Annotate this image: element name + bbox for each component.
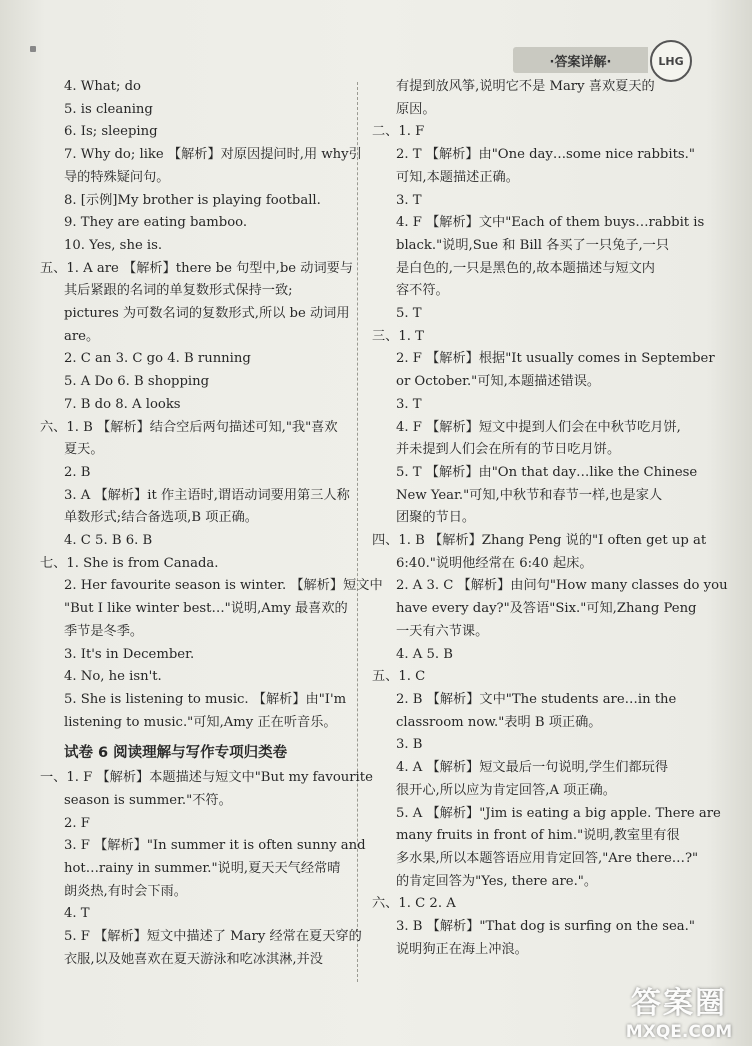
answer-line: 一、1. F 【解析】本题描述与短文中"But my favourite xyxy=(40,770,373,786)
answer-line: 3. T xyxy=(396,396,422,412)
answer-line: season is summer."不符。 xyxy=(64,792,232,808)
answer-line: 很开心,所以应为肯定回答,A 项正确。 xyxy=(396,782,616,798)
answer-line: 4. No, he isn't. xyxy=(64,669,162,685)
answer-line: 夏天。 xyxy=(64,442,104,458)
answer-line: 2. F xyxy=(64,815,90,831)
left-answers-block xyxy=(40,76,383,734)
answer-line: 三、1. T xyxy=(372,328,424,344)
answer-line: 六、1. C 2. A xyxy=(372,896,456,912)
answer-line: 4. What; do xyxy=(64,79,142,94)
answer-line: 3. T xyxy=(396,192,422,208)
watermark-logo-text: 答案圈 xyxy=(631,986,727,1021)
answer-line: 五、1. A are 【解析】there be 句型中,be 动词要与 xyxy=(40,260,354,276)
answer-line: 一天有六节课。 xyxy=(396,623,489,639)
answer-line: 5. is cleaning xyxy=(64,101,153,117)
answer-line: classroom now."表明 B 项正确。 xyxy=(396,714,602,730)
answer-line: 5. She is listening to music. 【解析】由"I'm xyxy=(64,691,347,707)
answer-line: 4. A 5. B xyxy=(396,646,453,662)
answer-line: 五、1. C xyxy=(372,669,426,685)
answer-line: 七、1. She is from Canada. xyxy=(40,555,219,571)
answer-line: 是白色的,一只是黑色的,故本题描述与短文内 xyxy=(396,260,655,276)
answer-line: 二、1. F xyxy=(372,124,425,140)
answer-line: 3. It's in December. xyxy=(64,646,195,662)
answer-line: 4. F 【解析】文中"Each of them buys…rabbit is xyxy=(396,215,705,231)
answer-line: 4. F 【解析】短文中提到人们会在中秋节吃月饼, xyxy=(396,419,681,435)
answer-line: 多水果,所以本题答语应用肯定回答,"Are there…?" xyxy=(396,850,699,866)
watermark-url: MXQE.COM xyxy=(625,1022,733,1042)
publisher-logo: LHG xyxy=(650,40,692,82)
answer-line: New Year."可知,中秋节和春节一样,也是家人 xyxy=(396,487,663,503)
answer-line: many fruits in front of him."说明,教室里有很 xyxy=(396,828,680,844)
answer-line: listening to music."可知,Amy 正在听音乐。 xyxy=(64,714,337,730)
answer-line: 2. B 【解析】文中"The students are…in the xyxy=(396,691,677,707)
answer-line: 5. A 【解析】"Jim is eating a big apple. There are xyxy=(396,805,721,821)
answer-line: or October."可知,本题描述错误。 xyxy=(396,374,601,390)
answer-line: 的肯定回答为"Yes, there are."。 xyxy=(396,873,598,889)
answer-line: 6. Is; sleeping xyxy=(64,124,158,140)
answer-line: 单数形式;结合备选项,B 项正确。 xyxy=(64,510,258,526)
answer-line: 7. Why do; like 【解析】对原因提问时,用 why引 xyxy=(64,147,362,163)
answer-line: 2. C an 3. C go 4. B running xyxy=(64,351,251,367)
answer-line: are。 xyxy=(64,328,100,344)
answer-line: 2. T 【解析】由"One day…some nice rabbits." xyxy=(396,147,695,163)
answer-line: 3. B xyxy=(396,737,423,753)
answer-line: 2. Her favourite season is winter. 【解析】短文中 xyxy=(64,578,383,594)
left-answers-block-2 xyxy=(40,767,373,971)
right-column xyxy=(372,76,728,961)
answer-line: 3. B 【解析】"That dog is surfing on the sea." xyxy=(396,919,695,935)
answer-line: 4. C 5. B 6. B xyxy=(64,533,153,549)
answer-line: 7. B do 8. A looks xyxy=(64,396,181,412)
left-column xyxy=(40,76,383,971)
corner-mark xyxy=(30,46,36,52)
answer-line: 有提到放风筝,说明它不是 Mary 喜欢夏天的 xyxy=(396,79,655,94)
answer-line: pictures 为可数名词的复数形式,所以 be 动词用 xyxy=(64,306,350,322)
answer-line: 说明狗正在海上冲浪。 xyxy=(396,941,528,957)
header-label: ·答案详解· xyxy=(513,47,648,73)
answer-line: "But I like winter best…"说明,Amy 最喜欢的 xyxy=(64,601,348,617)
answer-line: 5. T xyxy=(396,306,422,322)
answer-line: 3. A 【解析】it 作主语时,谓语动词要用第三人称 xyxy=(64,487,350,503)
answer-line: 10. Yes, she is. xyxy=(64,237,163,253)
answer-line: 2. B xyxy=(64,464,91,480)
answer-line: 3. F 【解析】"In summer it is often sunny and xyxy=(64,838,366,854)
answer-line: 8. [示例]My brother is playing football. xyxy=(64,192,321,208)
answer-line: 并未提到人们会在所有的节日吃月饼。 xyxy=(396,442,621,458)
answer-line: 5. A Do 6. B shopping xyxy=(64,374,210,390)
answer-line: 6:40."说明他经常在 6:40 起床。 xyxy=(396,555,593,571)
answer-line: black."说明,Sue 和 Bill 各买了一只兔子,一只 xyxy=(396,237,670,253)
right-answers-block xyxy=(372,76,728,961)
answer-line: 朗炎热,有时会下雨。 xyxy=(64,883,187,899)
answer-line: 四、1. B 【解析】Zhang Peng 说的"I often get up at xyxy=(372,533,707,549)
section-title: 试卷 6 阅读理解与写作专项归类卷 xyxy=(64,745,288,762)
answer-line: 5. F 【解析】短文中描述了 Mary 经常在夏天穿的 xyxy=(64,929,362,945)
answer-line: have every day?"及答语"Six."可知,Zhang Peng xyxy=(396,601,697,617)
answer-line: 9. They are eating bamboo. xyxy=(64,215,248,231)
answer-line: 其后紧跟的名词的单复数形式保持一致; xyxy=(64,283,293,299)
answer-line: 季节是冬季。 xyxy=(64,623,144,639)
answer-line: 团聚的节日。 xyxy=(396,510,476,526)
answer-line: 4. T xyxy=(64,906,90,922)
answer-line: 六、1. B 【解析】结合空后两句描述可知,"我"喜欢 xyxy=(40,419,338,435)
site-watermark xyxy=(610,978,748,1042)
answer-line: 4. A 【解析】短文最后一句说明,学生们都玩得 xyxy=(396,760,669,776)
answer-line: 导的特殊疑问句。 xyxy=(64,169,170,185)
answer-line: 2. F 【解析】根据"It usually comes in September xyxy=(396,351,715,367)
answer-line: 原因。 xyxy=(396,101,436,117)
answer-line: 衣服,以及她喜欢在夏天游泳和吃冰淇淋,并没 xyxy=(64,951,323,967)
answer-line: 容不符。 xyxy=(396,283,449,299)
answer-line: hot…rainy in summer."说明,夏天天气经常晴 xyxy=(64,860,341,876)
answer-line: 2. A 3. C 【解析】由问句"How many classes do you xyxy=(396,578,728,594)
answer-line: 可知,本题描述正确。 xyxy=(396,169,519,185)
answer-line: 5. T 【解析】由"On that day…like the Chinese xyxy=(396,464,698,480)
